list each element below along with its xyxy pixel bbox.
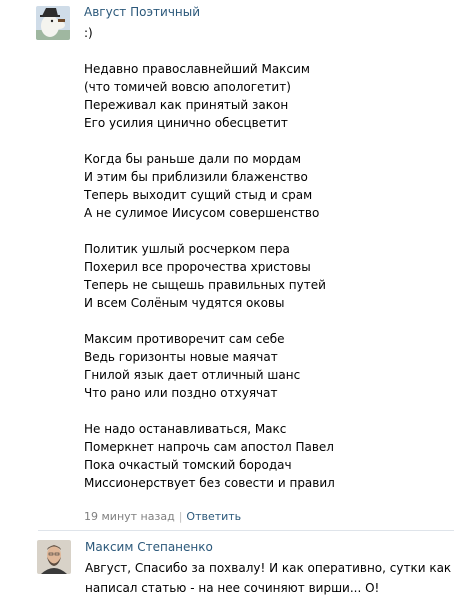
comment-author-link[interactable]: Максим Степаненко: [85, 540, 213, 554]
bearded-man-avatar-icon: [37, 540, 71, 574]
comment-meta: [84, 510, 241, 523]
reply-button[interactable]: Ответить: [186, 510, 242, 523]
avatar[interactable]: [37, 540, 71, 574]
avatar[interactable]: [36, 6, 70, 40]
meta-separator: |: [178, 510, 183, 523]
comment-2: [0, 531, 464, 605]
moomin-avatar-icon: [36, 6, 70, 40]
comment-author-link[interactable]: Август Поэтичный: [84, 5, 201, 19]
comment-text: :) Недавно православнейший Максим (что томичей вовсю апологетит) Переживал как принятый закон Его усилия цинично обесцветит Когда бы раньше дали по мордам И этим бы приблизили блаженство Теперь выходит сущий стыд и срам А не сулимое Иисусом совершенство Политик ушлый росчерком пера Похерил все пророчества христовы Теперь не сыщешь правильных путей И всем Солёным чудятся оковы Максим противоречит сам себе Ведь горизонты новые маячат Гнилой язык дает отличный шанс Что рано или поздно отхуячат Не надо останавливаться, Макс Померкнет напрочь сам апостол Павел Пока очкастый томский бородач Миссионерствует без совести и правил: [84, 26, 335, 490]
comment-text: Август, Спасибо за похвалу! И как оперативно, сутки как написал статью - на нее сочиняют вирши... О!: [85, 561, 455, 595]
comment-timestamp[interactable]: 19 минут назад: [84, 510, 175, 523]
